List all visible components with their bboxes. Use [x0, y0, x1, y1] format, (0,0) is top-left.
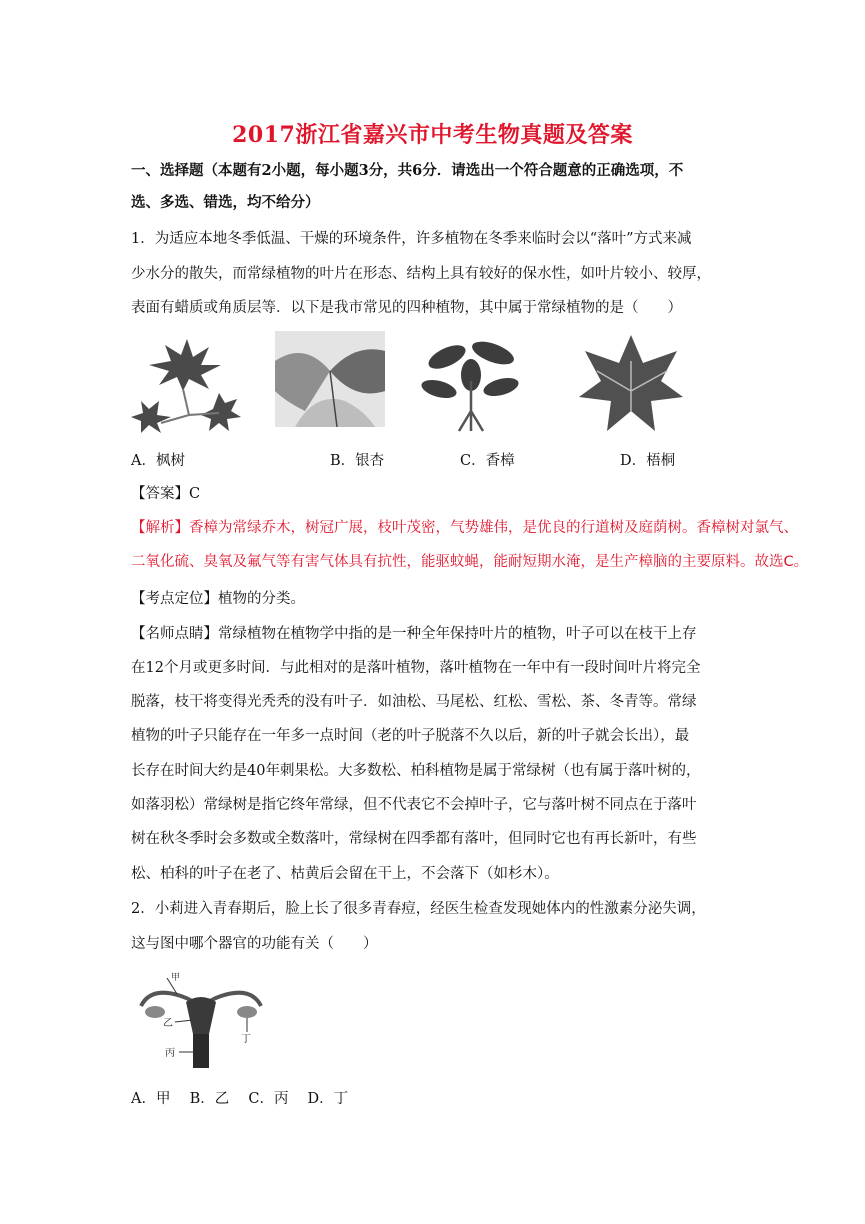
question-2-line-2: 这与图中哪个器官的功能有关（ ）: [131, 936, 378, 952]
question-1-line-1: 1．为适应本地冬季低温、干燥的环境条件，许多植物在冬季来临时会以“落叶”方式来减: [131, 231, 692, 247]
q1-answer: 【答案】C: [131, 486, 201, 502]
question-2-line-1: 2．小莉进入青春期后，脸上长了很多青春痘，经医生检查发现她体内的性激素分泌失调，: [131, 901, 706, 917]
q1-teacher-note-line-4: 植物的叶子只能存在一年多一点时间（老的叶子脱落不久以后，新的叶子就会长出），最: [131, 728, 690, 744]
q1-analysis-line-1: 【解析】香樟为常绿乔木，树冠广展，枝叶茂密，气势雄伟，是优良的行道树及庭荫树。香樟树对氯气、: [131, 520, 798, 536]
q1-teacher-note-line-7: 树在秋冬季时会多数或全数落叶，常绿树在四季都有落叶，但同时它也有再长新叶，有些: [131, 831, 697, 847]
label-yi: 乙: [163, 1018, 173, 1029]
q1-option-a: A．枫树: [131, 453, 185, 469]
q1-teacher-note-line-6: 如落羽松）常绿树是指它终年常绿，但不代表它不会掉叶子，它与落叶树不同点在于落叶: [131, 797, 697, 813]
ginkgo-leaf-image: [275, 331, 385, 427]
question-1-line-2: 少水分的散失，而常绿植物的叶片在形态、结构上具有较好的保水性，如叶片较小、较厚，: [131, 266, 711, 282]
label-bing: 丙: [165, 1048, 175, 1059]
page-title: 2017浙江省嘉兴市中考生物真题及答案: [232, 122, 633, 148]
q2-options: A．甲 B．乙 C．丙 D．丁: [131, 1091, 349, 1107]
question-1-line-3: 表面有蜡质或角质层等．以下是我市常见的四种植物，其中属于常绿植物的是（ ）: [131, 300, 682, 316]
label-ding: 丁: [241, 1034, 251, 1045]
maple-leaf-image: [131, 331, 243, 435]
section-heading-line-2: 选、多选、错选，均不给分）: [131, 194, 320, 211]
q1-teacher-note-line-3: 脱落，枝干将变得光秃秃的没有叶子．如油松、马尾松、红松、雪松、茶、冬青等。常绿: [131, 694, 697, 710]
q1-analysis-line-2: 二氧化硫、臭氧及氟气等有害气体具有抗性，能驱蚊蝇，能耐短期水淹，是生产樟脑的主要原料。故选C。: [131, 554, 809, 570]
q1-teacher-note-line-8: 松、柏科的叶子在老了、枯黄后会留在干上，不会落下（如杉木）。: [131, 866, 559, 882]
q1-teacher-note-line-1: 【名师点睛】常绿植物在植物学中指的是一种全年保持叶片的植物，叶子可以在枝干上存: [131, 626, 697, 642]
label-jia: 甲: [171, 973, 181, 983]
q1-teacher-note-line-2: 在12个月或更多时间．与此相对的是落叶植物，落叶植物在一年中有一段时间叶片将完全: [131, 660, 701, 676]
q1-knowledge-point: 【考点定位】植物的分类。: [131, 591, 305, 607]
q1-option-b: B．银杏: [330, 453, 385, 469]
plane-tree-leaf-image: [577, 331, 685, 435]
q1-option-c: C．香樟: [460, 453, 515, 469]
reproductive-system-diagram: [131, 972, 271, 1072]
q1-teacher-note-line-5: 长存在时间大约是40年刺果松。大多数松、柏科植物是属于常绿树（也有属于落叶树的，: [131, 763, 701, 779]
camphor-leaf-image: [419, 331, 523, 435]
section-heading-line-1: 一、选择题（本题有2小题，每小题3分，共6分．请选出一个符合题意的正确选项，不: [131, 162, 684, 179]
q1-option-d: D．梧桐: [620, 453, 676, 469]
